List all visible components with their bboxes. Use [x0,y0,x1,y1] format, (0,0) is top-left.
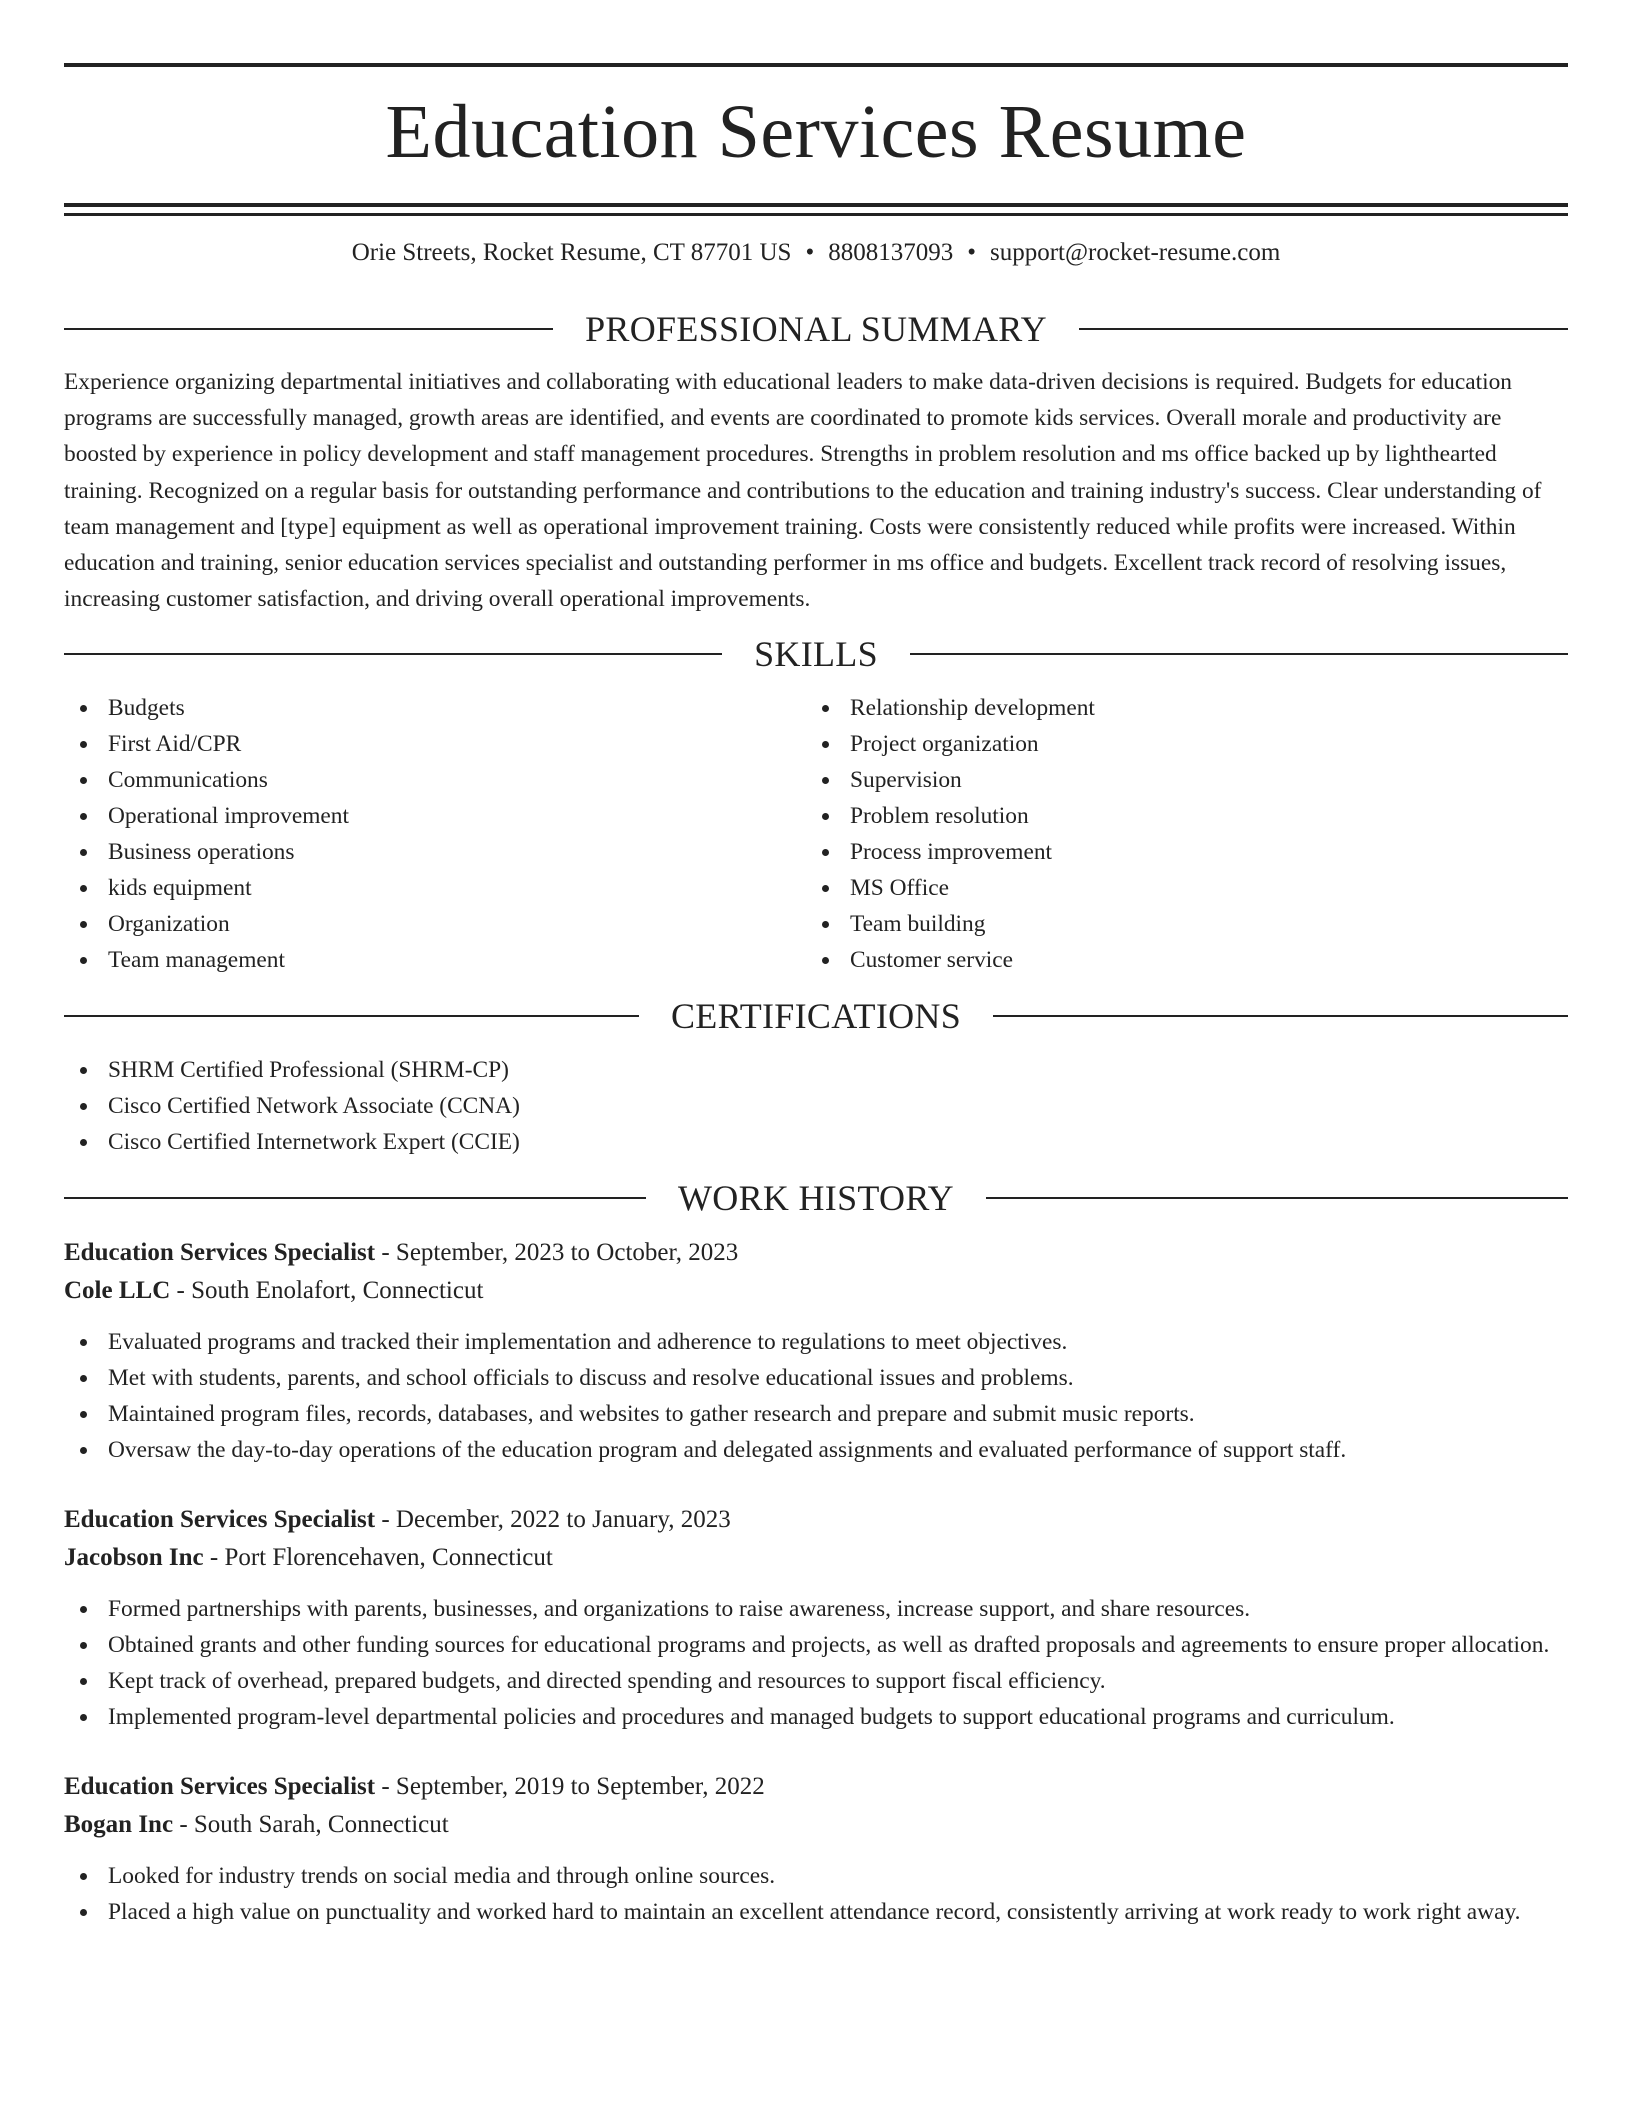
job-company: Jacobson Inc [64,1544,204,1572]
job-bullet: Met with students, parents, and school officials to discuss and resolve educational issues and problems. [64,1360,1568,1396]
job-location: - South Enolafort, Connecticut [170,1277,484,1305]
job-company-line [64,1806,1568,1844]
contact-separator: • [967,239,976,266]
job-title: Education Services Specialist [64,1239,376,1267]
job-title-line [64,1768,1568,1806]
skill-item: Operational improvement [64,798,806,834]
skills-columns [64,690,1568,978]
contact-phone: 8808137093 [828,239,954,266]
contact-line [64,238,1568,268]
heading-rule-left [64,328,553,330]
job-company-line [64,1272,1568,1310]
job-entry [64,1501,1568,1735]
certifications-list [64,1052,1568,1160]
skill-item: Supervision [806,762,1548,798]
job-bullet: Oversaw the day-to-day operations of the education program and delegated assignments and evaluated performance of support staff. [64,1432,1568,1468]
job-bullets [64,1324,1568,1468]
job-company-line [64,1539,1568,1577]
job-bullet: Placed a high value on punctuality and worked hard to maintain an excellent attendance record, consistently arriving at work ready to work right away. [64,1894,1568,1930]
job-title: Education Services Specialist [64,1506,376,1534]
job-dates: - September, 2023 to October, 2023 [375,1239,739,1267]
job-title: Education Services Specialist [64,1773,376,1801]
section-heading-label: CERTIFICATIONS [670,996,962,1037]
contact-address: Orie Streets, Rocket Resume, CT 87701 US [351,239,792,266]
skill-item: Organization [64,906,806,942]
skill-item: Project organization [806,726,1548,762]
skill-item: Team building [806,906,1548,942]
skills-list-left [64,690,806,978]
skill-item: kids equipment [64,870,806,906]
job-bullet: Evaluated programs and tracked their implementation and adherence to regulations to meet objectives. [64,1324,1568,1360]
job-location: - Port Florencehaven, Connecticut [203,1544,553,1572]
job-bullet: Implemented program-level departmental policies and procedures and managed budgets to support educational programs and curriculum. [64,1699,1568,1735]
job-bullets [64,1591,1568,1735]
title-bottom-double-rule [64,203,1568,216]
job-bullet: Obtained grants and other funding sources for educational programs and projects, as well as drafted proposals and agreements to ensure proper allocation. [64,1627,1568,1663]
job-title-line [64,1234,1568,1272]
skill-item: Customer service [806,942,1548,978]
heading-rule-right [1079,328,1568,330]
heading-rule-right [993,1015,1568,1017]
section-heading-summary [64,307,1568,351]
section-heading-label: PROFESSIONAL SUMMARY [585,309,1047,349]
job-entry [64,1768,1568,1930]
contact-separator: • [805,239,815,266]
section-heading-certifications [64,994,1568,1038]
skill-item: Problem resolution [806,798,1548,834]
section-heading-label: SKILLS [754,634,878,675]
job-company: Bogan Inc [64,1811,174,1839]
resume-page [64,0,1568,1930]
skill-item: Relationship development [806,690,1548,726]
section-heading-skills [64,632,1568,676]
skill-item: First Aid/CPR [64,726,806,762]
job-location: - South Sarah, Connecticut [173,1811,449,1839]
skills-list-right [806,690,1548,978]
skill-item: Team management [64,942,806,978]
certification-item: Cisco Certified Internetwork Expert (CCIE) [64,1124,1568,1160]
heading-rule-left [64,653,722,655]
section-heading-label: WORK HISTORY [678,1178,954,1219]
job-title-line [64,1501,1568,1539]
job-bullet: Formed partnerships with parents, businesses, and organizations to raise awareness, increase support, and share resources. [64,1591,1568,1627]
skill-item: MS Office [806,870,1548,906]
title-top-rule [64,63,1568,67]
certification-item: Cisco Certified Network Associate (CCNA) [64,1088,1568,1124]
page-title: Education Services Resume [385,90,1247,174]
summary-text: Experience organizing departmental initiatives and collaborating with educational leaders to make data-driven decisions is required. Budgets for education programs are successfully managed, growth areas are identified, and events are coordinated to promote kids services. Overall morale and productivity are boosted by experience in policy development and staff management procedures. Strengths in problem resolution and ms office backed up by lighthearted training. Recognized on a regular basis for outstanding performance and contributions to the education and training industry's success. Clear understanding of team management and [type] equipment as well as operational improvement training. Costs were consistently reduced while profits were increased. Within education and training, senior education services specialist and outstanding performer in ms office and budgets. Excellent track record of resolving issues, increasing customer satisfaction, and driving overall operational improvements. [64,369,1542,613]
heading-rule-left [64,1197,646,1199]
job-company: Cole LLC [64,1277,171,1305]
job-dates: - September, 2019 to September, 2022 [375,1773,765,1801]
section-heading-work-history [64,1176,1568,1220]
skill-item: Process improvement [806,834,1548,870]
job-bullets [64,1858,1568,1930]
heading-rule-right [910,653,1568,655]
job-bullet: Maintained program files, records, databases, and websites to gather research and prepare and submit music reports. [64,1396,1568,1432]
job-bullet: Looked for industry trends on social media and through online sources. [64,1858,1568,1894]
job-bullet: Kept track of overhead, prepared budgets, and directed spending and resources to support fiscal efficiency. [64,1663,1568,1699]
job-entry [64,1234,1568,1468]
skill-item: Business operations [64,834,806,870]
heading-rule-right [986,1197,1568,1199]
certification-item: SHRM Certified Professional (SHRM-CP) [64,1052,1568,1088]
skill-item: Communications [64,762,806,798]
heading-rule-left [64,1015,639,1017]
contact-email: support@rocket-resume.com [990,239,1281,266]
job-dates: - December, 2022 to January, 2023 [375,1506,731,1534]
skill-item: Budgets [64,690,806,726]
